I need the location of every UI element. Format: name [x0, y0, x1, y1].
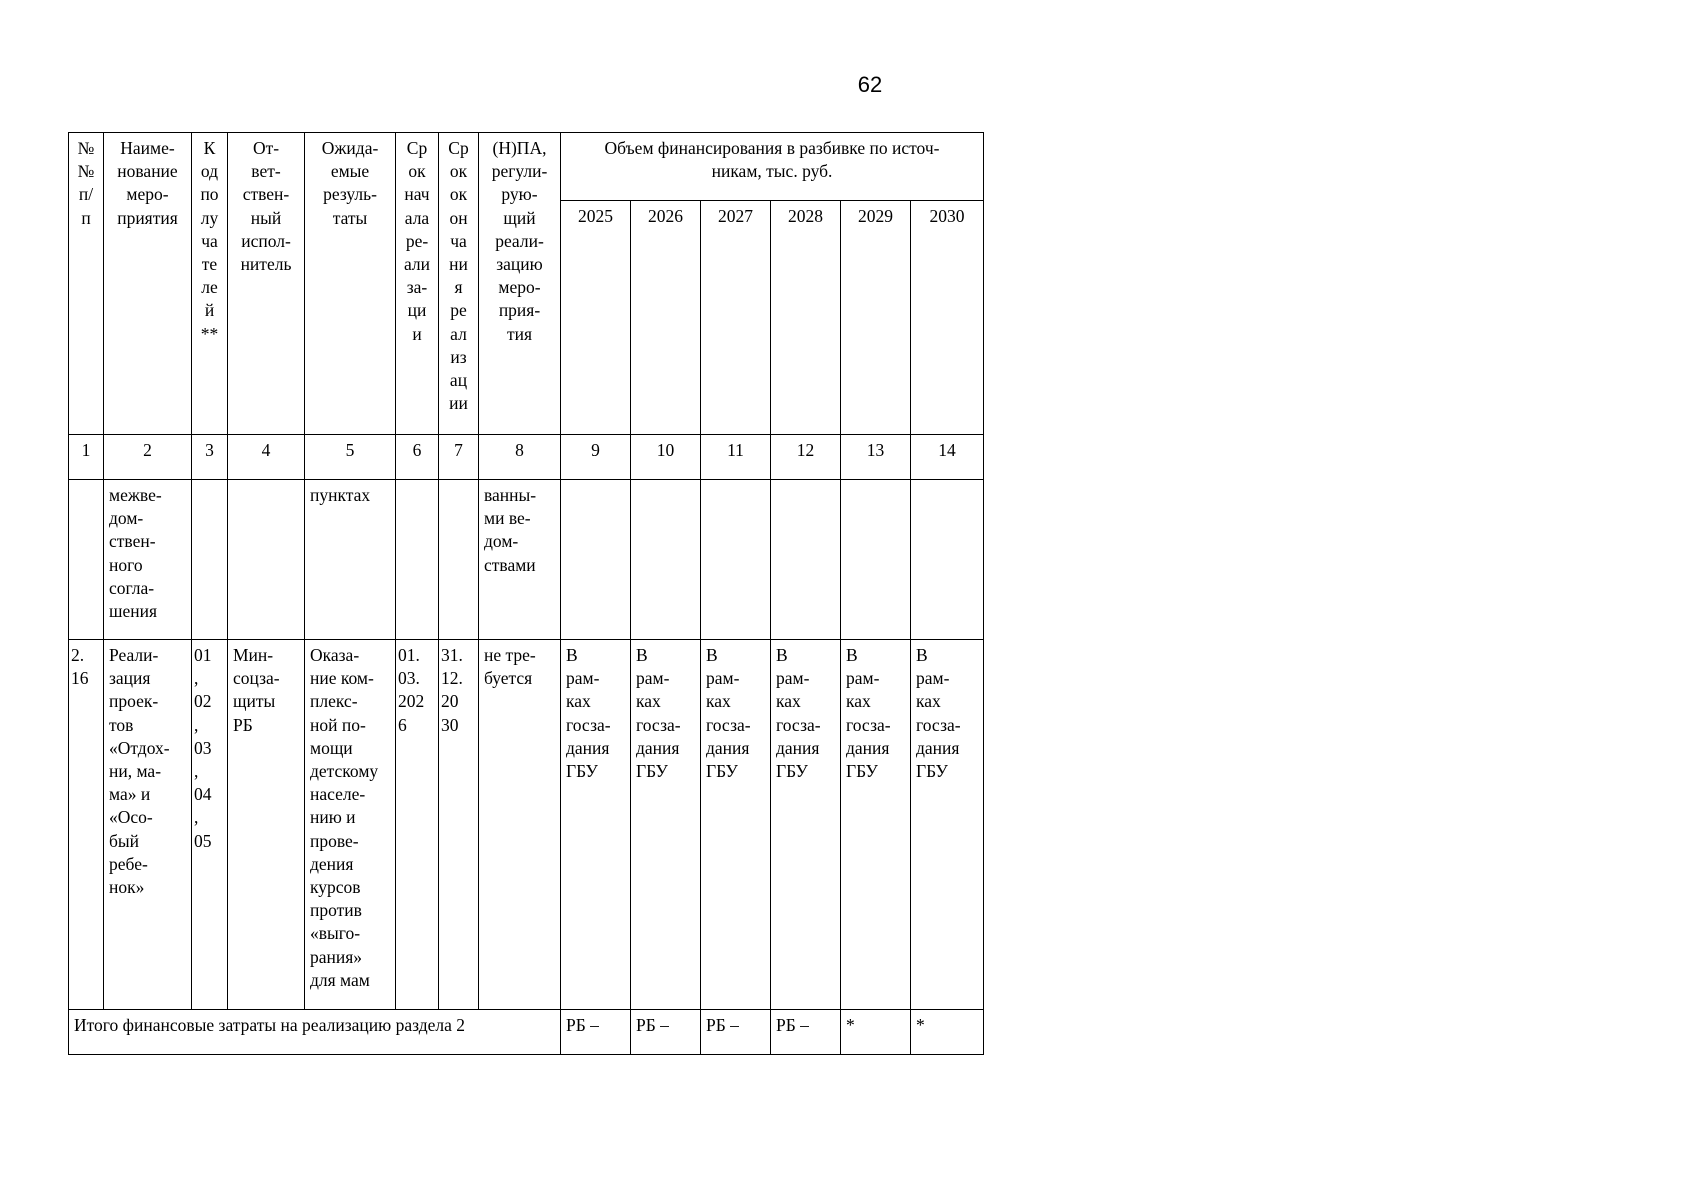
column-number: 12	[771, 435, 841, 480]
column-number: 13	[841, 435, 911, 480]
header-executor: От- вет- ствен- ный испол- нитель	[228, 133, 305, 435]
row-number: 2. 16	[69, 640, 104, 1010]
funding-cell: В рам- ках госза- дания ГБУ	[631, 640, 701, 1010]
total-value: РБ –	[701, 1010, 771, 1055]
header-year: 2029	[841, 201, 911, 435]
column-number: 3	[192, 435, 228, 480]
column-number: 2	[104, 435, 192, 480]
total-value: РБ –	[631, 1010, 701, 1055]
header-funding-volume: Объем финансирования в разбивке по источ- никам, тыс. руб.	[561, 133, 984, 201]
regulation: не тре- буется	[479, 640, 561, 1010]
header-year: 2027	[701, 201, 771, 435]
activity-name: Реали- зация проек- тов «Отдох- ни, ма- ма» и «Осо- бый ребе- нок»	[104, 640, 192, 1010]
total-value: *	[911, 1010, 984, 1055]
funding-cell: В рам- ках госза- дания ГБУ	[911, 640, 984, 1010]
continuation-expected-results: пунктах	[305, 480, 396, 640]
header-row	[69, 133, 984, 201]
funding-cell: В рам- ках госза- дания ГБУ	[841, 640, 911, 1010]
column-number: 14	[911, 435, 984, 480]
continuation-regulation: ванны- ми ве- дом- ствами	[479, 480, 561, 640]
header-year: 2030	[911, 201, 984, 435]
funding-cell: В рам- ках госза- дания ГБУ	[701, 640, 771, 1010]
table-cell	[192, 480, 228, 640]
table-cell	[911, 480, 984, 640]
header-expected-results: Ожида- емые резуль- таты	[305, 133, 396, 435]
column-number: 4	[228, 435, 305, 480]
header-regulation: (Н)ПА, регули- рую- щий реали- зацию меро- прия- тия	[479, 133, 561, 435]
header-end-date: Ср ок ок он ча ни я ре ал из ац ии	[439, 133, 479, 435]
header-year: 2028	[771, 201, 841, 435]
end-date: 31. 12. 20 30	[439, 640, 479, 1010]
header-activity-name: Наиме- нование меро- приятия	[104, 133, 192, 435]
column-number: 9	[561, 435, 631, 480]
header-number: № № п/ п	[69, 133, 104, 435]
column-number: 8	[479, 435, 561, 480]
total-label: Итого финансовые затраты на реализацию раздела 2	[69, 1010, 561, 1055]
header-start-date: Ср ок нач ала ре- али за- ци и	[396, 133, 439, 435]
column-number: 1	[69, 435, 104, 480]
funding-cell: В рам- ках госза- дания ГБУ	[771, 640, 841, 1010]
expected-results: Оказа- ние ком- плекс- ной по- мощи детскому населе- нию и прове- дения курсов против «выго- рания» для мам	[305, 640, 396, 1010]
column-number: 11	[701, 435, 771, 480]
header-year: 2025	[561, 201, 631, 435]
table-cell	[561, 480, 631, 640]
activities-table	[68, 132, 984, 1055]
funding-cell: В рам- ках госза- дания ГБУ	[561, 640, 631, 1010]
table-cell	[841, 480, 911, 640]
table-row	[69, 480, 984, 640]
continuation-activity-name: межве- дом- ствен- ного согла- шения	[104, 480, 192, 640]
table-cell	[396, 480, 439, 640]
table-row	[69, 640, 984, 1010]
table-cell	[631, 480, 701, 640]
column-number: 7	[439, 435, 479, 480]
table-cell	[771, 480, 841, 640]
total-value: *	[841, 1010, 911, 1055]
column-number: 5	[305, 435, 396, 480]
table-cell	[69, 480, 104, 640]
total-row	[69, 1010, 984, 1055]
column-numbers-row	[69, 435, 984, 480]
total-value: РБ –	[771, 1010, 841, 1055]
column-number: 10	[631, 435, 701, 480]
page-number: 62	[857, 72, 883, 97]
executor: Мин- соцза- щиты РБ	[228, 640, 305, 1010]
table-cell	[228, 480, 305, 640]
table-cell	[701, 480, 771, 640]
table-cell	[439, 480, 479, 640]
header-recipient-code: К од по лу ча те ле й **	[192, 133, 228, 435]
header-year: 2026	[631, 201, 701, 435]
start-date: 01. 03. 202 6	[396, 640, 439, 1010]
total-value: РБ –	[561, 1010, 631, 1055]
column-number: 6	[396, 435, 439, 480]
recipient-code: 01 , 02 , 03 , 04 , 05	[192, 640, 228, 1010]
